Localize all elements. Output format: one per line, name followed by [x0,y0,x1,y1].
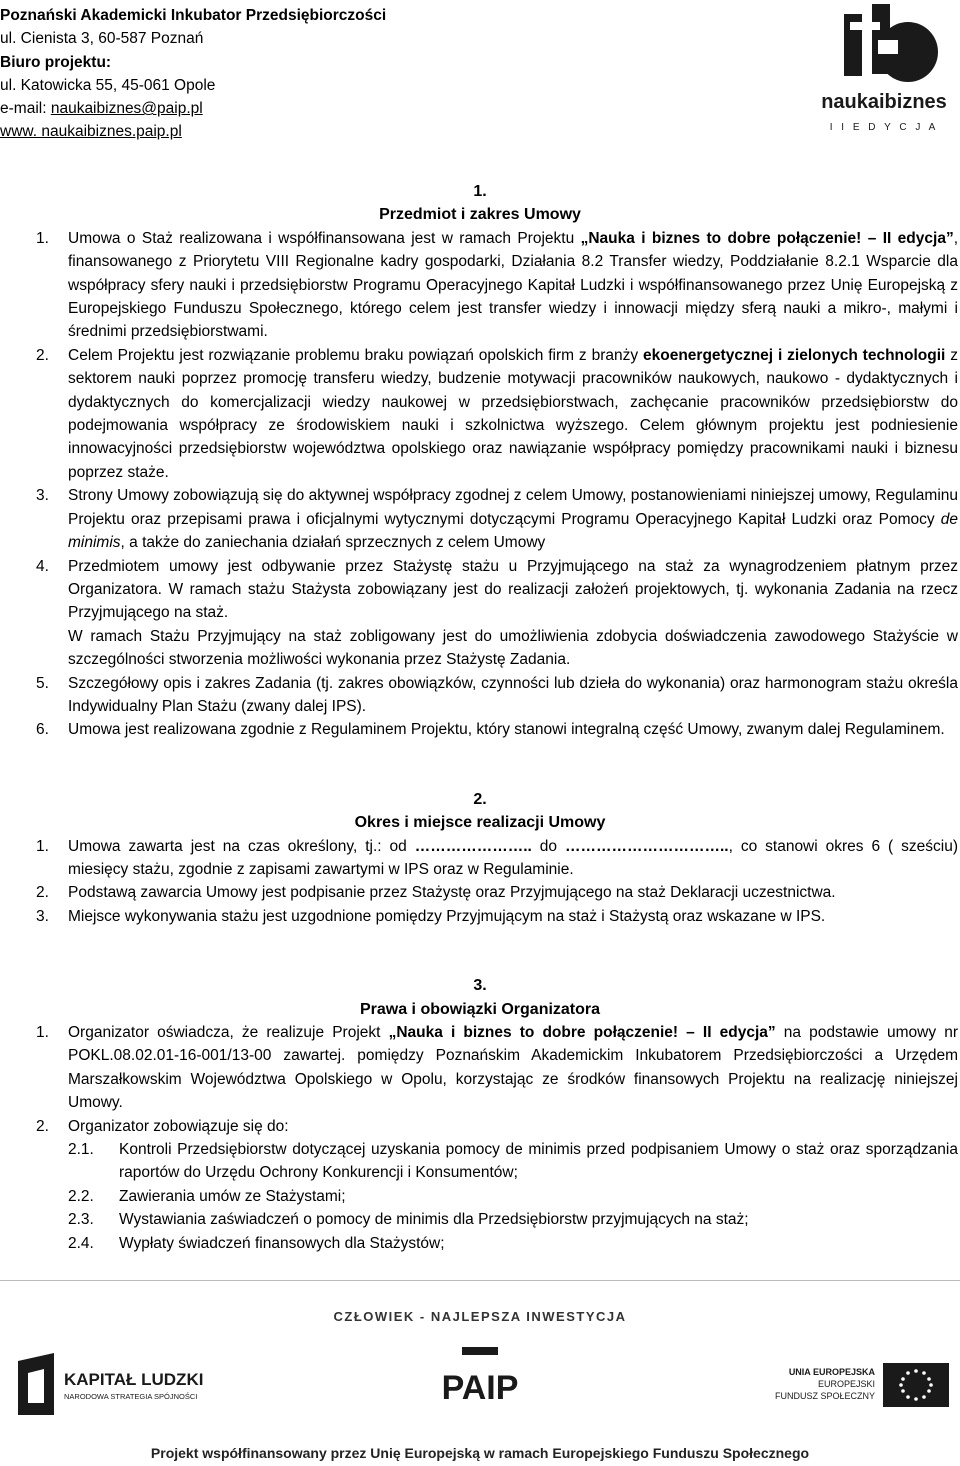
section-1-title: Przedmiot i zakres Umowy [379,206,581,224]
paip-name: PAIP [441,1369,519,1407]
section-2-title: Okres i miejsce realizacji Umowy [354,814,606,832]
date-to-blank: ………………………….. [564,837,729,855]
logo-edition: I I E D Y C J A [829,122,939,133]
section-1-item-2 [0,344,960,484]
item-text: Miejsce wykonywania stażu jest uzgodnione pomiędzy Przyjmującym na staż i Stażystą oraz wskazane w IPS. [68,907,826,925]
text-run: W ramach Stażu Przyjmujący na staż zobligowany jest do umożliwienia zdobycia doświadczenia zawodowego Stażyście w szczególności stworzenia możliwości wykonania przez Stażystę Zadania. [68,627,958,669]
section-1-number: 1. [473,183,487,200]
project-name: „Nauka i biznes to dobre połączenie! – II edycja” [580,229,954,247]
text-run: z sektorem nauki poprzez promocję transferu wiedzy, budzenie motywacji pracowników naukowych, naukowo - dydaktycznych i dydaktycznych do komercjalizacji wiedzy naukowej w przedsiębiorstwach, zachęcanie pracowników przedsiębiorstw do podejmowania współpracy ze środowiskiem nauki i szkolnictwa wyższego. Celem głównym projektu jest podniesienie innowacyjności przedsiębiorstw województwa opolskiego oraz nawiązanie współpracy pomiędzy pracownikami nauki i biznesu poprzez staże. [68,346,958,481]
office-address: ul. Katowicka 55, 45-061 Opole [0,76,216,94]
text-run: , co stanowi okres 6 ( sześciu) miesięcy stażu, zgodnie z zapisami zawartymi w IPS oraz w Regulaminie. [68,837,958,878]
item-number: 3. [36,487,49,505]
ue-line2: EUROPEJSKI [817,1379,875,1389]
section-3-subitem-2-4 [0,1232,960,1255]
bold-run: ekoenergetycznej i zielonych technologii [643,346,946,364]
item-number: 3. [36,907,49,925]
subitem-text: Wypłaty świadczeń finansowych dla Stażystów; [119,1234,445,1252]
text-run: Organizator oświadcza, że realizuje Projekt [68,1024,389,1041]
office-label: Biuro projektu: [0,53,112,71]
text-run: , a także do zaniechania działań sprzecznych z celem Umowy [120,534,546,552]
spacer [0,928,960,952]
item-number: 1. [36,837,49,855]
text-run: na podstawie umowy nr POKL.08.02.01-16-001/13-00 zawartej. pomiędzy Poznańskim Akademickim Inkubatorem Przedsiębiorczości a Urzędem Marszałkowskim Województwa Opolskiego w Opolu, korzystając ze środków finansowych Projektu na realizację niniejszej Umowy. [68,1024,958,1112]
item-text [68,227,960,344]
section-3-title: Prawa i obowiązki Organizatora [359,1000,601,1018]
section-3-number: 3. [473,977,487,995]
paip-logo-graphic [400,1347,560,1417]
section-1-item-1 [0,227,960,344]
naukaibiznes-logo-graphic [810,2,958,142]
text-run: Celem Projektu jest rozwiązanie problemu braku powiązań opolskich firm z branży [68,346,643,364]
item-text: Umowa jest realizowana zgodnie z Regulaminem Projektu, który stanowi integralną część Umowy, zwanym dalej Regulaminem. [68,721,945,739]
naukaibiznes-logo [810,2,958,142]
section-1-item-6 [0,718,960,741]
subitem-number: 2.4. [68,1234,94,1252]
email-label: e-mail: [0,100,51,118]
ue-efs-logo-graphic [774,1357,955,1417]
section-3-item-1 [0,1021,960,1115]
item-text [68,555,960,672]
section-3-subitem-2-3 [0,1208,960,1231]
italic-run: de minimis [68,510,958,552]
item-number: 2. [36,884,49,902]
subitem-text: Wystawiania zaświadczeń o pomocy de minimis dla Przedsiębiorstw przyjmujących na staż; [119,1211,749,1229]
item-text [68,1021,960,1115]
org-address: ul. Cienista 3, 60-587 Poznań [0,30,204,48]
document-body [0,180,960,1255]
footer-cofinancing-text: Projekt współfinansowany przez Unię Europejską w ramach Europejskiego Funduszu Społecznego [150,1445,810,1461]
item-number: 4. [36,557,49,575]
kapital-ludzki-logo-graphic [14,1351,214,1421]
org-name: Poznański Akademicki Inkubator Przedsiębiorczości [0,7,387,24]
section-1-item-3 [0,484,960,554]
section-1-item-4 [0,555,960,672]
text-run: Umowa zawarta jest na czas określony, tj.: od [68,837,415,855]
section-3-subitem-2-2 [0,1185,960,1208]
ue-efs-logo [774,1357,955,1417]
item-number: 2. [36,1117,49,1135]
section-2-item-1 [0,835,960,882]
item-text: Podstawą zawarcia Umowy jest podpisanie przez Stażystę oraz Przyjmującego na staż Deklaracji uczestnictwa. [68,884,836,902]
section-3-subitem-2-1 [0,1138,960,1185]
item-text: Szczegółowy opis i zakres Zadania (tj. zakres obowiązków, czynności lub dzieła do wykonania) oraz harmonogram stażu określa Indywidualny Plan Stażu (zwany dalej IPS). [68,674,958,715]
item-text [68,344,960,484]
section-2-item-3 [0,905,960,928]
subitem-text: Kontroli Przedsiębiorstw dotyczącej uzyskania pomocy de minimis przed podpisaniem Umowy o staż oraz sporządzania raportów do Urzędu Ochrony Konkurencji i Konsumentów; [119,1141,958,1182]
section-1-item-5 [0,672,960,719]
text-run: Strony Umowy zobowiązują się do aktywnej współpracy zgodnej z celem Umowy, postanowieniami niniejszej umowy, Regulaminu Projektu oraz przepisami prawa i oficjalnymi wytycznymi dotyczącymi Programu Operacyjnego Kapitał Ludzki oraz Pomocy [68,487,958,528]
ue-line3: FUNDUSZ SPOŁECZNY [774,1391,875,1401]
kapital-ludzki-logo [14,1351,214,1421]
spacer [0,742,960,766]
item-number: 1. [36,229,49,247]
spacer [0,766,960,788]
subitem-text: Zawierania umów ze Stażystami; [119,1187,346,1205]
item-number: 5. [36,674,49,692]
logo-name: naukaibiznes [821,91,947,113]
footer [0,1280,960,1466]
item-text [68,835,960,882]
item-text: Organizator zobowiązuje się do: [68,1117,289,1135]
letterhead [0,4,640,144]
section-2-number: 2. [473,790,487,808]
project-name: „Nauka i biznes to dobre połączenie! – II edycja” [388,1024,776,1041]
kl-sub: NARODOWA STRATEGIA SPÓJNOŚCI [64,1392,198,1401]
text-run: Przedmiotem umowy jest odbywanie przez Stażystę stażu u Przyjmującego na staż za wynagrodzeniem płatnym przez Organizatora. W ramach stażu Stażysta zobowiązany jest do realizacji założeń projektowych, tj. wykonania Zadania na rzecz Przyjmującego na staż. [68,557,958,622]
text-run: Umowa o Staż realizowana i współfinansowana jest w ramach Projektu [68,229,581,247]
item-number: 1. [36,1024,49,1041]
text-run: do [531,837,565,855]
spacer [0,952,960,974]
date-from-blank: ………………….. [414,837,532,855]
item-number: 6. [36,721,49,739]
item-number: 2. [36,346,49,364]
subitem-number: 2.1. [68,1141,94,1159]
text-run: , finansowanego z Priorytetu VIII Regionalne kadry gospodarki, Działania 8.2 Transfer wiedzy, Poddziałanie 8.2.1 Wsparcie dla współpracy sfery nauki i przedsiębiorstw Programu Operacyjnego Kapitał Ludzki i współfinansowanego przez Unię Europejską z Europejskiego Funduszu Społecznego, którego celem jest transfer wiedzy i innowacji między sferą nauki a mikro-, małymi i średnimi przedsiębiorstwami. [68,229,959,341]
ue-line1: UNIA EUROPEJSKA [788,1367,875,1377]
section-3-item-2 [0,1115,960,1138]
subitem-number: 2.3. [68,1211,94,1229]
email-line [0,97,640,120]
subitem-number: 2.2. [68,1187,94,1205]
section-2-item-2 [0,881,960,904]
website-link[interactable]: www. naukaibiznes.paip.pl [0,123,182,141]
kl-name: KAPITAŁ LUDZKI [64,1370,204,1389]
item-text [68,484,960,554]
paip-logo [400,1347,560,1417]
footer-slogan: CZŁOWIEK - NAJLEPSZA INWESTYCJA [333,1309,627,1324]
email-link[interactable]: naukaibiznes@paip.pl [50,100,203,118]
